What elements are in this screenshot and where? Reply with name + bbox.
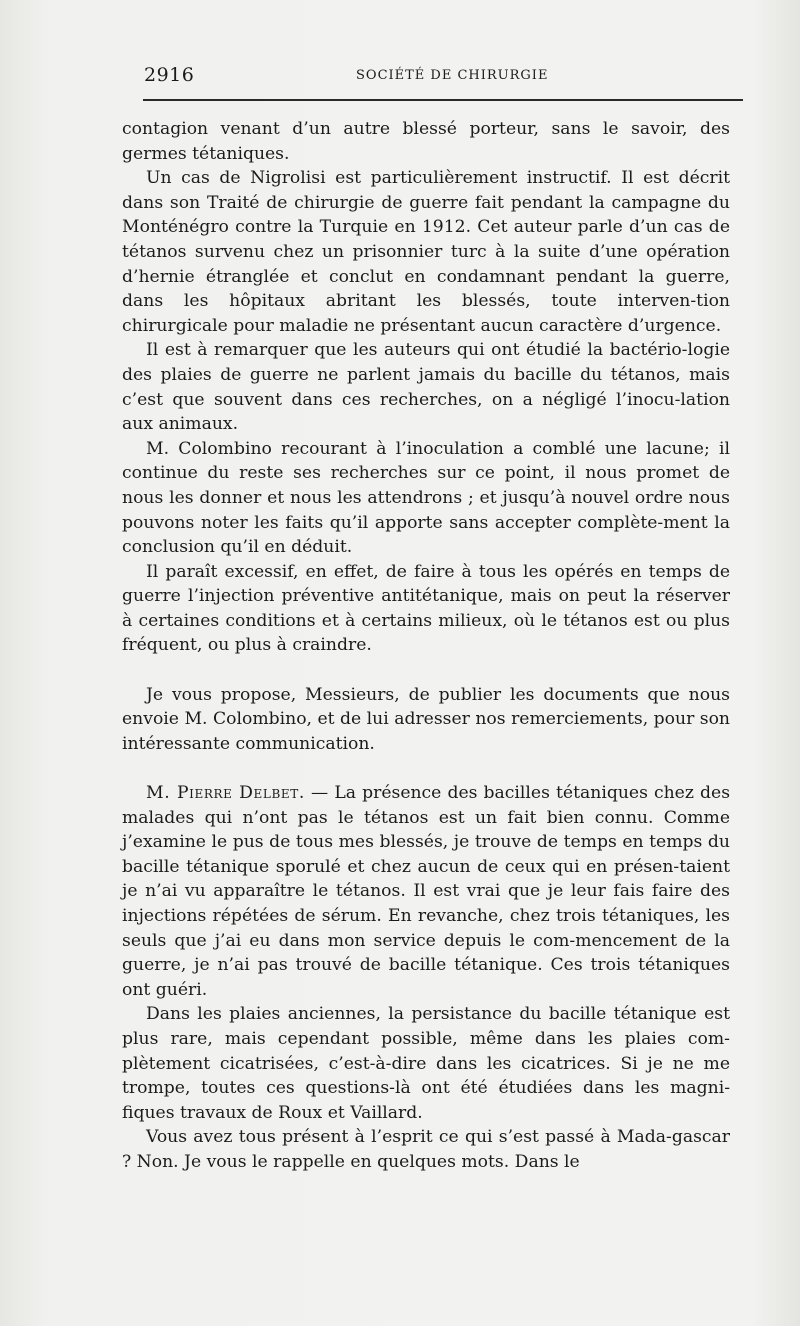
paragraph-bacteriologie: Il est à remarquer que les auteurs qui ont étudié la bactério-logie des plaies de guerre ne parlent jamais du bacille du tétanos, mais c’est que souvent dans ces recherches, on a négligé l’inocu-lation aux animaux. [122,340,730,435]
paragraph-continuation: contagion venant d’un autre blessé porteur, sans le savoir, des germes tétaniques. [122,119,730,164]
paragraph-nigrolisi: Un cas de Nigrolisi est particulièrement instructif. Il est décrit dans son Traité de chirurgie de guerre fait pendant la campagne du Monténégro contre la Turquie en 1912. Cet auteur parle d’un cas de tétanos survenu chez un prisonnier turc à la suite d’une opération d’hernie étranglée et conclut en condamnant pendant la guerre, dans les hôpitaux abritant les blessés, toute interven-tion chirurgicale pour maladie ne présentant aucun caractère d’urgence. [122,168,730,336]
paragraph-proposal: Je vous propose, Messieurs, de publier les documents que nous envoie M. Colombino, et de lui adresser nos remerciements, pour son intéressante communication. [122,684,730,754]
paragraph-plaies-anciennes: Dans les plaies anciennes, la persistance du bacille tétanique est plus rare, mais cependant possible, même dans les plaies com-plètement cicatrisées, c’est-à-dire dans les cicatrices. Si je ne me trompe, toutes ces questions-là ont été étudiées dans les magni-fiques travaux de Roux et Vaillard. [122,1004,730,1123]
page-header [144,64,742,90]
paragraph-delbet [122,781,730,1002]
running-title: SOCIÉTÉ DE CHIRURGIE [356,68,549,83]
speaker-remarks: — La présence des bacilles tétaniques chez des malades qui n’ont pas le tétanos est un fait bien connu. Comme j’examine le pus de tous mes blessés, je trouve de temps en temps du bacille tétanique sporulé et chez aucun de ceux qui en présen-taient je n’ai vu apparaître le tétanos. Il est vrai que je leur fais faire des injections répétées de sérum. En revanche, chez trois tétaniques, les seuls que j’ai eu dans mon service depuis le com-mencement de la guerre, je n’ai pas trouvé de bacille tétanique. Ces trois tétaniques ont guéri. [122,783,731,1000]
page-number: 2916 [144,64,195,86]
speaker-name: M. Pierre Delbet. [146,783,305,804]
paragraph-injection: Il paraît excessif, en effet, de faire à tous les opérés en temps de guerre l’injection préventive antitétanique, mais on peut la réserver à certaines conditions et à certains milieux, où le tétanos est ou plus fréquent, ou plus à craindre. [122,561,730,656]
body-text [122,117,730,1175]
paragraph-madagascar: Vous avez tous présent à l’esprit ce qui s’est passé à Mada-gascar ? Non. Je vous le rappelle en quelques mots. Dans le [122,1127,730,1172]
paragraph-colombino: M. Colombino recourant à l’inoculation a comblé une lacune; il continue du reste ses recherches sur ce point, il nous promet de nous les donner et nous les attendrons ; et jusqu’à nouvel ordre nous pouvons noter les faits qu’il apporte sans accepter complète-ment la conclusion qu’il en déduit. [122,438,730,558]
header-rule [143,99,743,101]
